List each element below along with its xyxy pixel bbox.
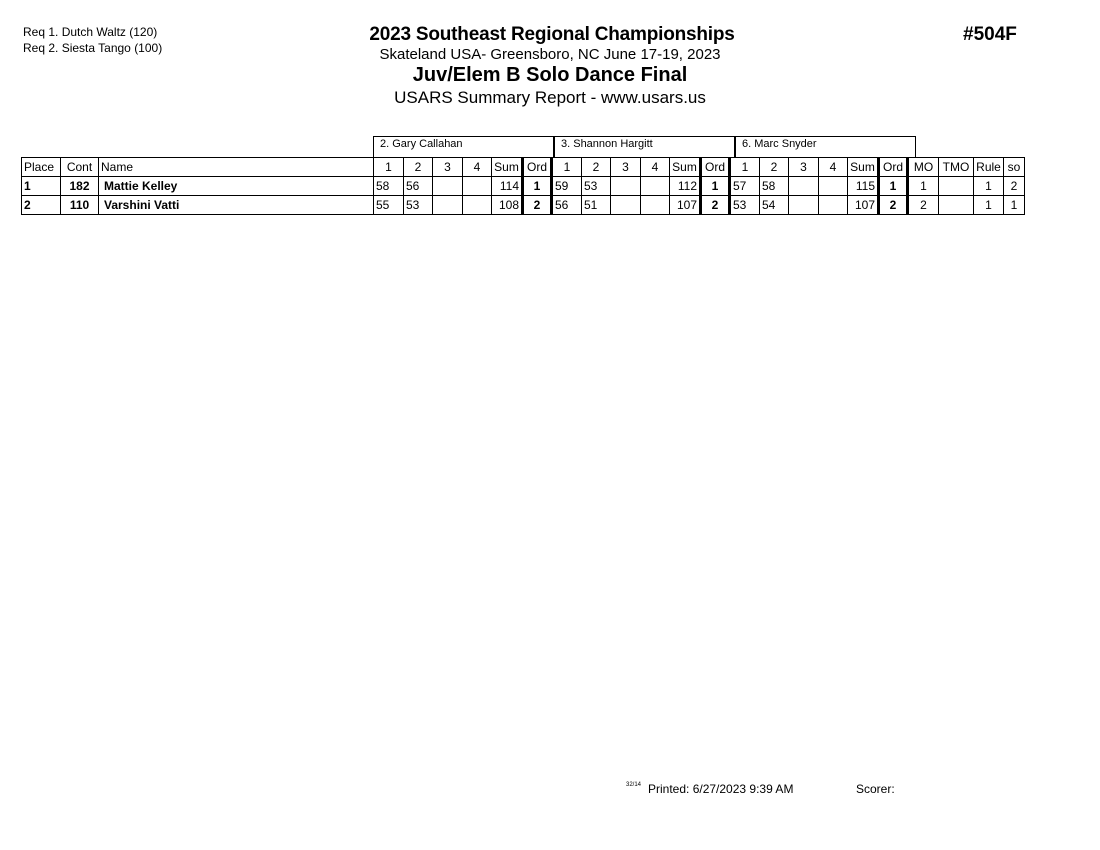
table-row [22,196,1025,215]
sum-cell: 107 [848,196,879,215]
col-j2-3: 3 [611,158,641,177]
score-cell: 51 [582,196,611,215]
tmo-cell [939,196,974,215]
col-j2-ord: Ord [701,158,730,177]
sum-cell: 112 [670,177,701,196]
judge-header-2: 3. Shannon Hargitt [554,136,735,157]
place-cell: 1 [22,177,61,196]
col-j2-4: 4 [641,158,670,177]
col-j3-ord: Ord [879,158,908,177]
sum-cell: 108 [492,196,523,215]
score-cell: 53 [404,196,433,215]
score-cell: 58 [374,177,404,196]
score-cell: 53 [730,196,760,215]
name-cell: Mattie Kelley [99,177,374,196]
tmo-cell [939,177,974,196]
col-j1-1: 1 [374,158,404,177]
cont-cell: 182 [61,177,99,196]
col-j2-2: 2 [582,158,611,177]
col-j1-2: 2 [404,158,433,177]
col-so: so [1004,158,1025,177]
col-j1-sum: Sum [492,158,523,177]
report-header [0,24,1100,108]
col-j3-sum: Sum [848,158,879,177]
score-cell [641,196,670,215]
header-row [22,158,1025,177]
ord-cell: 1 [879,177,908,196]
footer-code: 32/14 [626,782,642,788]
venue-dates: Skateland USA- Greensboro, NC June 17-19, 2023 [379,46,721,63]
col-j1-ord: Ord [523,158,552,177]
judge-header-1: 2. Gary Callahan [373,136,554,157]
report-title: USARS Summary Report - www.usars.us [394,88,706,107]
score-cell: 56 [404,177,433,196]
score-cell [433,177,463,196]
ord-cell: 2 [701,196,730,215]
score-cell [789,177,819,196]
score-cell [463,196,492,215]
col-tmo: TMO [939,158,974,177]
col-j1-4: 4 [463,158,492,177]
ord-cell: 1 [701,177,730,196]
sum-cell: 115 [848,177,879,196]
score-cell [819,196,848,215]
score-cell [789,196,819,215]
col-j3-2: 2 [760,158,789,177]
col-j3-1: 1 [730,158,760,177]
ord-cell: 2 [523,196,552,215]
score-cell: 59 [552,177,582,196]
score-cell: 56 [552,196,582,215]
cont-cell: 110 [61,196,99,215]
rule-cell: 1 [974,196,1004,215]
printed-timestamp: Printed: 6/27/2023 9:39 AM [648,782,794,796]
score-cell [433,196,463,215]
mo-cell: 2 [908,196,939,215]
col-j3-3: 3 [789,158,819,177]
score-cell: 57 [730,177,760,196]
score-cell [463,177,492,196]
col-cont: Cont [61,158,99,177]
results-table [21,157,1025,215]
col-mo: MO [908,158,939,177]
mo-cell: 1 [908,177,939,196]
score-cell: 53 [582,177,611,196]
ord-cell: 1 [523,177,552,196]
table-row [22,177,1025,196]
score-cell: 54 [760,196,789,215]
competition-title: 2023 Southeast Regional Championships [369,24,735,45]
col-j2-sum: Sum [670,158,701,177]
judge-header-3: 6. Marc Snyder [735,136,916,157]
rule-cell: 1 [974,177,1004,196]
score-cell [641,177,670,196]
score-cell [611,196,641,215]
name-cell: Varshini Vatti [99,196,374,215]
event-number: #504F [963,24,1017,45]
col-j3-4: 4 [819,158,848,177]
score-cell [611,177,641,196]
sum-cell: 107 [670,196,701,215]
col-place: Place [22,158,61,177]
col-name: Name [99,158,374,177]
col-j2-1: 1 [552,158,582,177]
so-cell: 2 [1004,177,1025,196]
score-cell: 58 [760,177,789,196]
event-title: Juv/Elem B Solo Dance Final [412,64,688,86]
requirement-2: Req 2. Siesta Tango (100) [23,41,163,55]
score-cell [819,177,848,196]
col-j1-3: 3 [433,158,463,177]
scorer-label: Scorer: [856,782,895,796]
ord-cell: 2 [879,196,908,215]
score-cell: 55 [374,196,404,215]
place-cell: 2 [22,196,61,215]
sum-cell: 114 [492,177,523,196]
requirement-1: Req 1. Dutch Waltz (120) [23,25,158,39]
so-cell: 1 [1004,196,1025,215]
col-rule: Rule [974,158,1004,177]
